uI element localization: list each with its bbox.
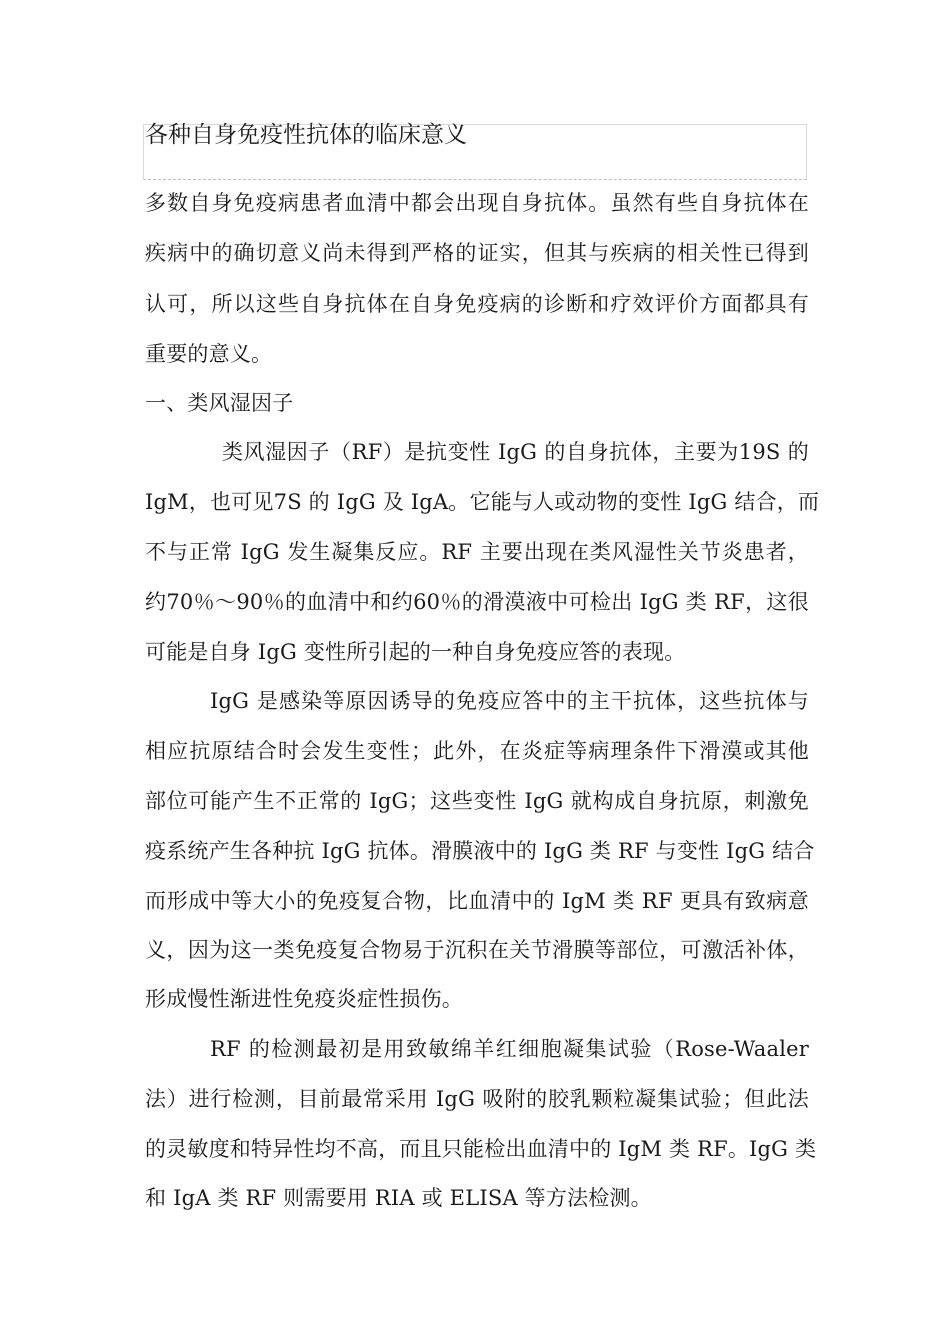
paragraph-line: 重要的意义。: [145, 342, 273, 366]
paragraph-line: 多数自身免疫病患者血清中都会出现自身抗体。虽然有些自身抗体在: [145, 191, 809, 215]
paragraph-line: 不与正常 IgG 发生凝集反应。RF 主要出现在类风湿性关节炎患者，: [145, 540, 809, 564]
paragraph-line: IgG 是感染等原因诱导的免疫应答中的主干抗体，这些抗体与: [210, 689, 809, 713]
paragraph-line: 的灵敏度和特异性均不高，而且只能检出血清中的 IgM 类 RF。IgG 类: [145, 1137, 817, 1161]
paragraph-line: RF 的检测最初是用致敏绵羊红细胞凝集试验（Rose-Waaler: [210, 1037, 809, 1061]
paragraph-line: 约70％～90％的血清中和约60％的滑漠液中可检出 IgG 类 RF，这很: [145, 590, 809, 614]
document-title: 各种自身免疫性抗体的临床意义: [145, 122, 467, 148]
paragraph-line: 而形成中等大小的免疫复合物，比血清中的 IgM 类 RF 更具有致病意: [145, 889, 809, 913]
paragraph-line: 可能是自身 IgG 变性所引起的一种自身免疫应答的表现。: [145, 640, 686, 664]
section-heading: 一、类风湿因子: [145, 391, 294, 415]
paragraph-line: 认可，所以这些自身抗体在自身免疫病的诊断和疗效评价方面都具有: [145, 292, 809, 316]
paragraph-line: 疾病中的确切意义尚未得到严格的证实，但其与疾病的相关性已得到: [145, 241, 809, 265]
paragraph-line: 法）进行检测，目前最常采用 IgG 吸附的胶乳颗粒凝集试验；但此法: [145, 1087, 809, 1111]
paragraph-line: 类风湿因子（RF）是抗变性 IgG 的自身抗体，主要为19S 的: [222, 440, 809, 464]
paragraph-line: IgM，也可见7S 的 IgG 及 IgA。它能与人或动物的变性 IgG 结合，而: [145, 490, 820, 514]
paragraph-line: 相应抗原结合时会发生变性；此外，在炎症等病理条件下滑漠或其他: [145, 739, 809, 763]
paragraph-line: 义，因为这一类免疫复合物易于沉积在关节滑膜等部位，可激活补体，: [145, 938, 809, 962]
paragraph-line: 形成慢性渐进性免疫炎症性损伤。: [145, 987, 463, 1011]
paragraph-line: 疫系统产生各种抗 IgG 抗体。滑膜液中的 IgG 类 RF 与变性 IgG 结合: [145, 839, 815, 863]
paragraph-line: 和 IgA 类 RF 则需要用 RIA 或 ELISA 等方法检测。: [145, 1186, 652, 1210]
paragraph-line: 部位可能产生不正常的 IgG；这些变性 IgG 就构成自身抗原，刺激免: [145, 789, 809, 813]
